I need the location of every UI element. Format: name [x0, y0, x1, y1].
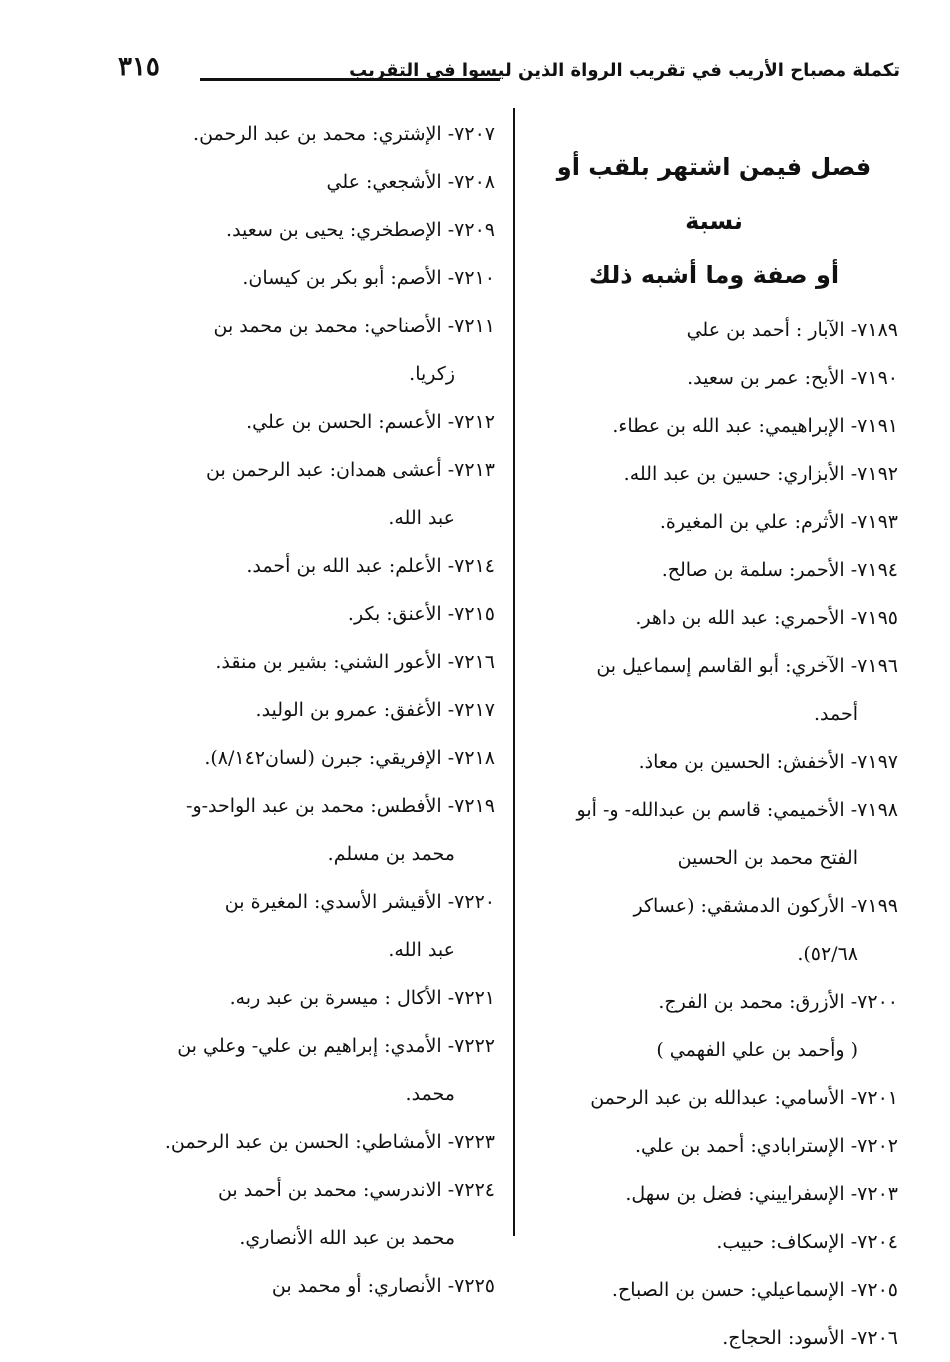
entry-text: ٧١٩٤- الأحمر: سلمة بن صالح.	[661, 559, 898, 581]
entry	[530, 1266, 898, 1314]
entry	[127, 446, 495, 494]
column-divider	[513, 108, 515, 1236]
entry-text: ٧٢١٩- الأفطس: محمد بن عبد الواحد-و-	[186, 795, 495, 817]
entry	[530, 738, 898, 786]
entry-continuation-text: زكريا.	[409, 363, 455, 385]
entry-text: ٧٢٢٢- الأمدي: إبراهيم بن علي- وعلي بن	[177, 1035, 495, 1057]
entry-text: ٧٢١٢- الأعسم: الحسن بن علي.	[246, 411, 495, 433]
entry	[530, 1074, 898, 1122]
entry-continuation-text: محمد بن عبد الله الأنصاري.	[239, 1227, 455, 1249]
entry-text: ٧١٩٥- الأحمري: عبد الله بن داهر.	[635, 607, 898, 629]
entry-continuation	[530, 930, 898, 978]
entry-continuation-text: عبد الله.	[388, 507, 455, 529]
entry-continuation-text: أحمد.	[813, 703, 858, 725]
entry-text: ٧٢٠٠- الأزرق: محمد بن الفرج.	[658, 991, 898, 1013]
entry	[127, 638, 495, 686]
entry	[127, 1118, 495, 1166]
entry	[530, 1170, 898, 1218]
entry-continuation	[530, 834, 898, 882]
entry-text: ٧٢٠١- الأسامي: عبدالله بن عبد الرحمن	[590, 1087, 898, 1109]
entry-text: ٧٢٠٩- الإصطخري: يحيى بن سعيد.	[226, 219, 495, 241]
running-title: تكملة مصباح الأريب في تقريب الرواة الذين ليسوا في التقريب	[349, 60, 900, 81]
entry-text: ٧١٨٩- الآبار : أحمد بن علي	[686, 319, 898, 341]
entry-text: ٧٢٠٥- الإسماعيلي: حسن بن الصباح.	[611, 1279, 898, 1301]
entry	[127, 254, 495, 302]
right-column	[530, 140, 898, 1362]
entry	[530, 642, 898, 690]
entry-text: ٧٢٢٣- الأمشاطي: الحسن بن عبد الرحمن.	[164, 1131, 495, 1153]
entry-continuation-text: ( وأحمد بن علي الفهمي )	[656, 1039, 858, 1061]
entry-continuation	[530, 690, 898, 738]
entry-continuation	[127, 1214, 495, 1262]
entry	[530, 978, 898, 1026]
entry	[127, 974, 495, 1022]
entry-text: ٧٢١٠- الأصم: أبو بكر بن كيسان.	[242, 267, 495, 289]
entry-continuation	[530, 1026, 898, 1074]
entry-continuation-text: محمد.	[405, 1083, 455, 1105]
entry	[127, 398, 495, 446]
entry-continuation-text: ٥٢/٦٨).	[797, 943, 858, 965]
entry	[127, 1166, 495, 1214]
entry-text: ٧٢٢٤- الاندرسي: محمد بن أحمد بن	[217, 1179, 495, 1201]
entry-text: ٧٢٠٣- الإسفراييني: فضل بن سهل.	[625, 1183, 898, 1205]
entry	[530, 306, 898, 354]
entry-text: ٧١٩١- الإبراهيمي: عبد الله بن عطاء.	[612, 415, 898, 437]
entry	[530, 546, 898, 594]
entry	[127, 1022, 495, 1070]
entry	[127, 590, 495, 638]
section-heading-line1: فصل فيمن اشتهر بلقب أو نسبة	[556, 153, 872, 235]
entry	[127, 734, 495, 782]
section-heading-line2: أو صفة وما أشبه ذلك	[588, 261, 840, 289]
entry	[127, 1262, 495, 1310]
entry-text: ٧١٩٦- الآخري: أبو القاسم إسماعيل بن	[596, 655, 898, 677]
entry-text: ٧١٩٢- الأبزاري: حسين بن عبد الله.	[623, 463, 898, 485]
entry-text: ٧٢٠٢- الإسترابادي: أحمد بن علي.	[635, 1135, 898, 1157]
right-entries	[530, 306, 898, 1362]
entry-continuation	[127, 494, 495, 542]
entry	[530, 498, 898, 546]
entry-continuation	[127, 830, 495, 878]
entry-text: ٧٢٠٤- الإسكاف: حبيب.	[716, 1231, 898, 1253]
entry	[530, 1218, 898, 1266]
left-column	[127, 110, 495, 1310]
entry	[530, 354, 898, 402]
entry	[530, 1314, 898, 1362]
entry-text: ٧٢١٨- الإفريقي: جبرن (لسان٨/١٤٢).	[204, 747, 495, 769]
entry	[530, 882, 898, 930]
entry-text: ٧٢٢٥- الأنصاري: أو محمد بن	[271, 1275, 495, 1297]
entry	[127, 542, 495, 590]
entry	[127, 158, 495, 206]
left-entries	[127, 110, 495, 1310]
entry-text: ٧٢٠٨- الأشجعي: علي	[326, 171, 495, 193]
entry	[127, 878, 495, 926]
entry-text: ٧١٩٣- الأثرم: علي بن المغيرة.	[659, 511, 898, 533]
entry-text: ٧٢١٦- الأعور الشني: بشير بن منقذ.	[215, 651, 495, 673]
section-heading	[530, 140, 898, 302]
entry	[530, 786, 898, 834]
entry-text: ٧١٩٧- الأخفش: الحسين بن معاذ.	[638, 751, 898, 773]
entry	[127, 782, 495, 830]
entry	[127, 686, 495, 734]
page-number: ٣١٥	[118, 52, 160, 82]
entry-text: ٧٢٠٦- الأسود: الحجاج.	[722, 1327, 898, 1349]
entry	[530, 402, 898, 450]
entry-continuation	[127, 1070, 495, 1118]
entry-text: ٧٢١٧- الأغفق: عمرو بن الوليد.	[255, 699, 495, 721]
entry	[127, 206, 495, 254]
entry-text: ٧١٩٠- الأبح: عمر بن سعيد.	[687, 367, 898, 389]
entry-text: ٧٢١٤- الأعلم: عبد الله بن أحمد.	[246, 555, 495, 577]
entry	[530, 594, 898, 642]
entry-continuation	[127, 350, 495, 398]
entry-continuation-text: عبد الله.	[388, 939, 455, 961]
entry-continuation-text: الفتح محمد بن الحسين	[677, 847, 858, 869]
entry	[530, 1122, 898, 1170]
entry	[530, 450, 898, 498]
entry-continuation-text: محمد بن مسلم.	[327, 843, 455, 865]
entry-text: ٧١٩٨- الأخميمي: قاسم بن عبدالله- و- أبو	[576, 799, 898, 821]
entry-text: ٧١٩٩- الأركون الدمشقي: (عساكر	[633, 895, 898, 917]
entry-text: ٧٢١١- الأصناحي: محمد بن محمد بن	[213, 315, 495, 337]
entry-text: ٧٢٢١- الأكال : ميسرة بن عبد ربه.	[229, 987, 495, 1009]
entry	[127, 302, 495, 350]
entry-continuation	[127, 926, 495, 974]
entry-text: ٧٢٠٧- الإشتري: محمد بن عبد الرحمن.	[193, 123, 495, 145]
entry-text: ٧٢٢٠- الأقيشر الأسدي: المغيرة بن	[224, 891, 495, 913]
entry-text: ٧٢١٥- الأعنق: بكر.	[347, 603, 495, 625]
entry	[127, 110, 495, 158]
entry-text: ٧٢١٣- أعشى همدان: عبد الرحمن بن	[206, 459, 495, 481]
